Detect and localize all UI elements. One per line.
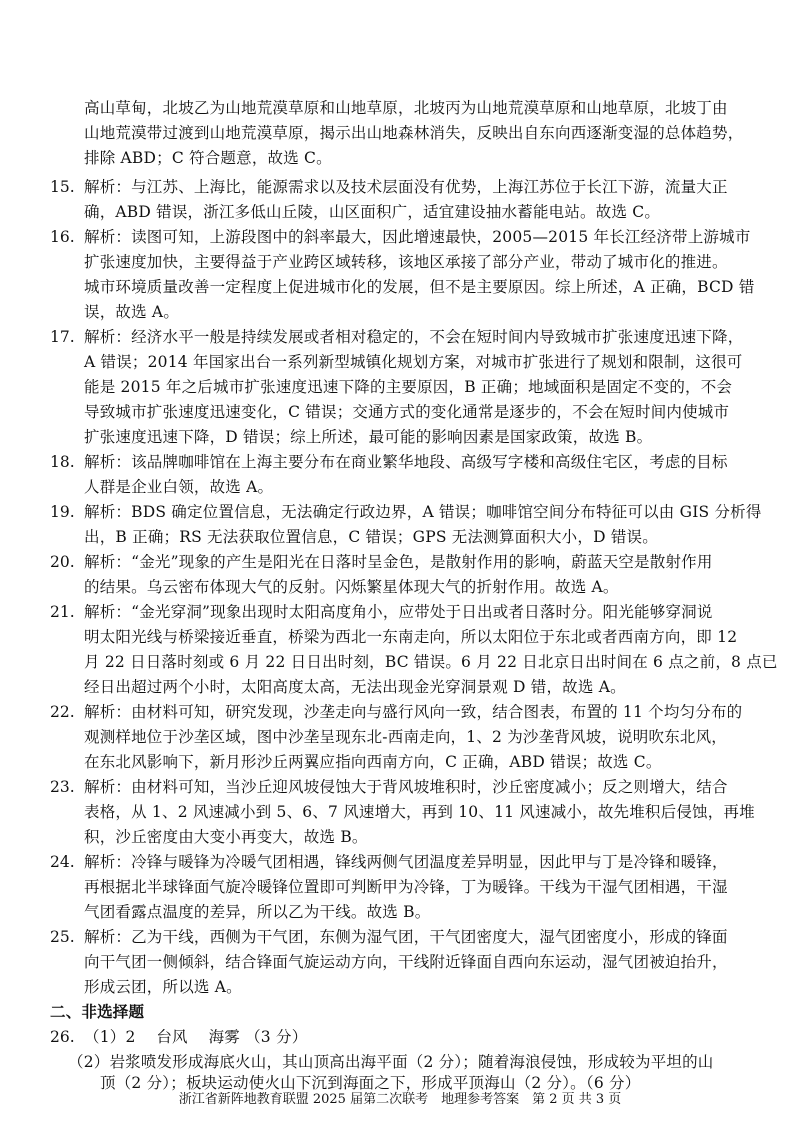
item-24-line-3: 气团看露点温度的差异，所以乙为干线。故选 B。	[84, 903, 431, 921]
item-18-line-1: 解析：该品牌咖啡馆在上海主要分布在商业繁华地段、高级写字楼和高级住宅区，考虑的目标	[84, 453, 728, 471]
item-18-line-2: 人群是企业白领，故选 A。	[84, 478, 274, 496]
item-23-line-3: 积，沙丘密度由大变小再变大，故选 B。	[84, 828, 368, 846]
item-17-line-4: 导致城市扩张速度迅速变化，C 错误；交通方式的变化通常是逐步的，不会在短时间内使城市	[84, 403, 730, 421]
item-21-line-2: 明太阳光线与桥梁接近垂直，桥梁为西北一东南走向，所以太阳位于东北或者西南方向，即 12	[84, 628, 738, 646]
item-19-line-1: 解析：BDS 确定位置信息，无法确定行政边界，A 错误；咖啡馆空间分布特征可以由 GIS 分析得	[84, 503, 762, 521]
item-18-number: 18.	[50, 453, 75, 471]
item-25-line-2: 向干气团一侧倾斜，结合锋面气旋运动方向，干线附近锋面自西向东运动，湿气团被迫抬升，	[84, 953, 728, 971]
item-21-line-1: 解析：“金光穿洞”现象出现时太阳高度角小，应带处于日出或者日落时分。阳光能够穿洞说	[84, 603, 713, 621]
item-17-line-1: 解析：经济水平一般是持续发展或者相对稳定的，不会在短时间内导致城市扩张速度迅速下降，	[84, 328, 744, 346]
item-22-line-1: 解析：由材料可知，研究发现，沙垄走向与盛行风向一致，结合图表，布置的 11 个均匀分布的	[84, 703, 743, 721]
item-16-line-2: 扩张速度加快，主要得益于产业跨区域转移，该地区承接了部分产业，带动了城市化的推进。	[84, 253, 728, 271]
q14-line-1: 高山草甸，北坡乙为山地荒漠草原和山地草原，北坡丙为山地荒漠草原和山地草原，北坡丁由	[84, 99, 728, 117]
item-16-line-1: 解析：读图可知，上游段图中的斜率最大，因此增速最快，2005—2015 年长江经济带上游城市	[84, 228, 751, 246]
item-17-line-3: 能是 2015 年之后城市扩张速度迅速下降的主要原因，B 正确；地域面积是固定不变的，不会	[84, 378, 733, 396]
item-20-line-2: 的结果。乌云密布体现大气的反射。闪烁繁星体现大气的折射作用。故选 A。	[84, 578, 619, 596]
item-17-number: 17.	[50, 328, 75, 346]
item-19-number: 19.	[50, 503, 75, 521]
q14-line-3: 排除 ABD；C 符合题意，故选 C。	[84, 149, 332, 167]
item-23-number: 23.	[50, 778, 75, 796]
page-footer: 浙江省新阵地教育联盟 2025 届第二次联考 地理参考答案 第 2 页 共 3 页	[178, 1092, 622, 1107]
item-26-number: 26.	[50, 1028, 75, 1046]
item-24-line-1: 解析：冷锋与暖锋为冷暖气团相遇，锋线两侧气团温度差异明显，因此甲与丁是冷锋和暖锋，	[84, 853, 728, 871]
item-21-line-3: 月 22 日日落时刻或 6 月 22 日日出时刻，BC 错误。6 月 22 日北京日出时间在 6 点之前，8 点已	[84, 653, 778, 671]
item-23-line-1: 解析：由材料可知，当沙丘迎风坡侵蚀大于背风坡堆积时，沙丘密度减小；反之则增大，结合	[84, 778, 728, 796]
item-17-line-2: A 错误；2014 年国家出台一系列新型城镇化规划方案，对城市扩张进行了规划和限制，这很可	[84, 353, 743, 371]
item-21-line-4: 经日出超过两个小时，太阳高度太高，无法出现金光穿洞景观 D 错，故选 A。	[84, 678, 626, 696]
item-23-line-2: 表格，从 1、2 风速减小到 5、6、7 风速增大，再到 10、11 风速减小，故先堆积后侵蚀，再堆	[84, 803, 755, 821]
item-15-number: 15.	[50, 178, 75, 196]
item-19-line-2: 出，B 正确；RS 无法获取位置信息，C 错误；GPS 无法测算面积大小，D 错误。	[84, 528, 658, 546]
item-26-part-1: （1）2 台风 海雾 （3 分）	[84, 1028, 308, 1046]
item-16-line-3: 城市环境质量改善一定程度上促进城市化的发展，但不是主要原因。综上所述，A 正确，BCD 错	[84, 278, 755, 296]
item-22-number: 22.	[50, 703, 75, 721]
item-26-part-2-line-1: （2）岩浆喷发形成海底火山，其山顶高出海平面（2 分）；随着海浪侵蚀，形成较为平坦的山	[68, 1053, 714, 1071]
q14-line-2: 山地荒漠带过渡到山地荒漠草原，揭示出山地森林消失，反映出自东向西逐渐变湿的总体趋势，	[84, 124, 744, 142]
item-24-line-2: 再根据北半球锋面气旋冷暖锋位置即可判断甲为冷锋，丁为暖锋。干线为干湿气团相遇，干湿	[84, 878, 728, 896]
item-15-line-1: 解析：与江苏、上海比，能源需求以及技术层面没有优势，上海江苏位于长江下游，流量大正	[84, 178, 728, 196]
item-16-line-4: 误，故选 A。	[84, 303, 180, 321]
item-22-line-3: 在东北风影响下，新月形沙丘两翼应指向西南方向，C 正确，ABD 错误；故选 C。	[84, 753, 662, 771]
item-20-line-1: 解析：“金光”现象的产生是阳光在日落时呈金色，是散射作用的影响，蔚蓝天空是散射作用	[84, 553, 713, 571]
item-17-line-5: 扩张速度迅速下降，D 错误；综上所述，最可能的影响因素是国家政策，故选 B。	[84, 428, 653, 446]
item-22-line-2: 观测样地位于沙垄区域，图中沙垄呈现东北-西南走向，1、2 为沙垄背风坡，说明吹东北风，	[84, 728, 727, 746]
item-25-line-1: 解析：乙为干线，西侧为干气团，东侧为湿气团，干气团密度大，湿气团密度小，形成的锋面	[84, 928, 728, 946]
item-16-number: 16.	[50, 228, 75, 246]
item-25-number: 25.	[50, 928, 75, 946]
item-24-number: 24.	[50, 853, 75, 871]
section-heading: 二、非选择题	[50, 1002, 145, 1021]
item-26-part-2-line-2: 顶（2 分）；板块运动使火山下沉到海面之下，形成平顶海山（2 分）。（6 分）	[100, 1074, 641, 1092]
item-20-number: 20.	[50, 553, 75, 571]
item-25-line-3: 形成云团，所以选 A。	[84, 978, 242, 996]
item-15-line-2: 确，ABD 错误，浙江多低山丘陵，山区面积广，适宜建设抽水蓄能电站。故选 C。	[84, 203, 661, 221]
item-21-number: 21.	[50, 603, 75, 621]
